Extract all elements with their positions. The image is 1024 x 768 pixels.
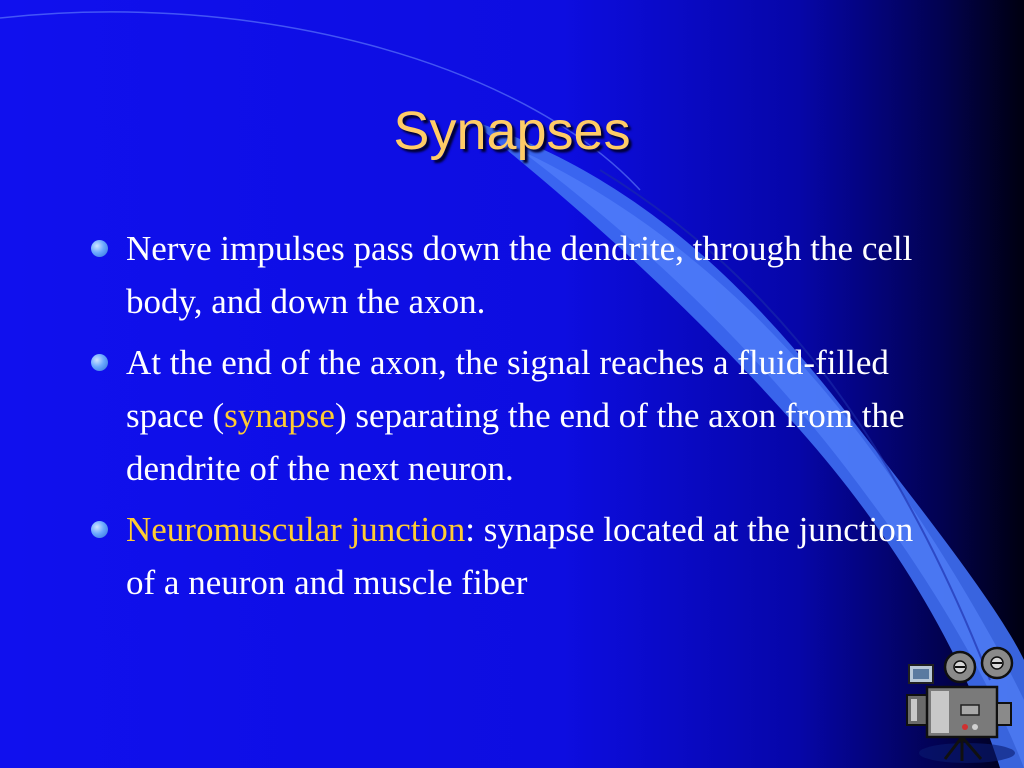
bullet-text-before: At the end of the axon, the signal reaches a fluid-filled space ( <box>126 343 889 435</box>
bullet-item <box>90 336 930 495</box>
slide-title: Synapses <box>393 101 631 161</box>
bullet-dot-icon <box>91 240 108 257</box>
bullet-list <box>90 222 930 617</box>
highlight-term-synapse: synapse <box>224 396 335 435</box>
bullet-item <box>90 222 930 328</box>
bullet-text-after: : synapse located at the junction of a neuron and muscle fiber <box>126 510 914 602</box>
bullet-dot-icon <box>91 354 108 371</box>
bullet-dot-icon <box>91 521 108 538</box>
highlight-term-neuromuscular-junction: Neuromuscular junction <box>126 510 466 549</box>
bullet-text-after: ) separating the end of the axon from the dendrite of the next neuron. <box>126 396 905 488</box>
bullet-text: Nerve impulses pass down the dendrite, through the cell body, and down the axon. <box>126 229 913 321</box>
movie-camera-icon[interactable] <box>905 645 1020 765</box>
bullet-item <box>90 503 930 609</box>
